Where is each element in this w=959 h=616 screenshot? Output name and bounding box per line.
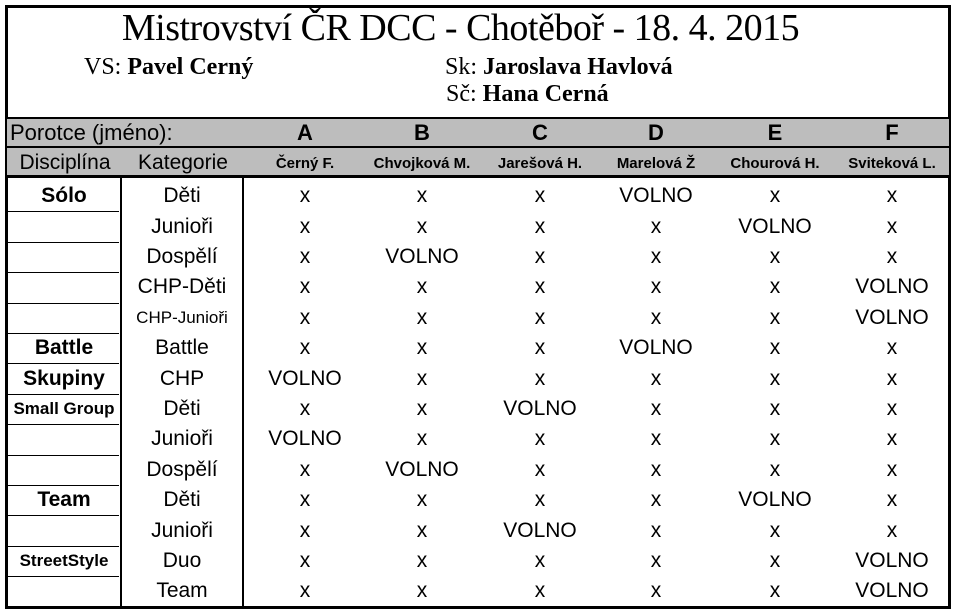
mark-cell: x — [886, 244, 898, 268]
category-cell: Duo — [162, 548, 202, 572]
page-title — [0, 8, 959, 48]
category-header: Kategorie — [138, 151, 228, 174]
mark-cell: x — [299, 336, 311, 360]
mark-cell: x — [416, 336, 428, 360]
mark-cell: x — [886, 336, 898, 360]
mark-cell: x — [416, 366, 428, 390]
category-cell: Team — [156, 579, 208, 603]
mark-cell: VOLNO — [268, 427, 342, 451]
row-divider — [7, 333, 119, 334]
mark-cell: x — [886, 457, 898, 481]
mark-cell: x — [534, 275, 546, 299]
sc-label: Sč: — [446, 81, 477, 107]
mark-cell: VOLNO — [738, 214, 812, 238]
mark-cell: x — [886, 214, 898, 238]
sk-label: Sk: — [445, 54, 478, 80]
discipline-header: Disciplína — [19, 151, 111, 174]
mark-cell: VOLNO — [855, 579, 929, 603]
mark-cell: x — [299, 488, 311, 512]
mark-cell: x — [299, 548, 311, 572]
mark-cell: x — [299, 518, 311, 542]
mark-cell: x — [534, 488, 546, 512]
mark-cell: VOLNO — [503, 396, 577, 420]
category-cell: Dospělí — [146, 457, 218, 481]
mark-cell: x — [534, 336, 546, 360]
mark-cell: x — [769, 548, 781, 572]
category-cell: Battle — [155, 336, 209, 360]
mark-cell: x — [416, 214, 428, 238]
mark-cell: x — [534, 214, 546, 238]
mark-cell: x — [650, 457, 662, 481]
category-cell: Junioři — [151, 427, 213, 451]
discipline-cell — [8, 424, 120, 454]
category-cell: Děti — [163, 396, 201, 420]
mark-cell: x — [299, 275, 311, 299]
mark-cell: x — [769, 366, 781, 390]
mark-cell: x — [769, 305, 781, 329]
mark-cell: x — [886, 396, 898, 420]
mark-cell: x — [886, 518, 898, 542]
mark-cell: x — [886, 427, 898, 451]
mark-cell: x — [769, 244, 781, 268]
mark-cell: x — [769, 579, 781, 603]
mark-cell: x — [416, 305, 428, 329]
mark-cell: x — [416, 548, 428, 572]
mark-cell: VOLNO — [855, 275, 929, 299]
mark-cell: x — [886, 366, 898, 390]
mark-cell: VOLNO — [503, 518, 577, 542]
mark-cell: VOLNO — [855, 305, 929, 329]
discipline-cell — [8, 242, 120, 272]
mark-cell: x — [299, 214, 311, 238]
discipline-cell — [8, 515, 120, 545]
mark-cell: x — [886, 488, 898, 512]
sc-name: Hana Cerná — [482, 81, 609, 107]
jury-label: Porotce (jméno): — [10, 119, 173, 145]
mark-cell: x — [769, 184, 781, 208]
mark-cell: VOLNO — [268, 366, 342, 390]
category-cell: CHP — [159, 366, 205, 390]
mark-cell: x — [416, 396, 428, 420]
row-divider — [7, 576, 119, 577]
judge-name: Marelová Ž — [616, 154, 696, 172]
column-divider — [242, 178, 244, 608]
row-divider — [7, 485, 119, 486]
mark-cell: x — [416, 427, 428, 451]
row-divider — [7, 455, 119, 456]
mark-cell: x — [769, 457, 781, 481]
mark-cell: x — [769, 275, 781, 299]
judge-name: Chourová H. — [730, 154, 820, 172]
category-cell: Děti — [163, 184, 201, 208]
mark-cell: x — [650, 244, 662, 268]
mark-cell: VOLNO — [619, 336, 693, 360]
mark-cell: x — [650, 305, 662, 329]
mark-cell: VOLNO — [855, 548, 929, 572]
row-divider — [7, 515, 119, 516]
mark-cell: x — [299, 396, 311, 420]
judge-name: Černý F. — [275, 154, 335, 172]
vs-line — [84, 54, 253, 80]
mark-cell: VOLNO — [738, 488, 812, 512]
discipline-cell: Team — [37, 488, 91, 512]
mark-cell: x — [416, 184, 428, 208]
mark-cell: x — [650, 214, 662, 238]
mark-cell: x — [534, 427, 546, 451]
discipline-cell — [8, 272, 120, 302]
column-letter: B — [414, 119, 430, 145]
mark-cell: x — [650, 488, 662, 512]
discipline-cell — [8, 576, 120, 606]
discipline-cell — [8, 455, 120, 485]
mark-cell: x — [650, 427, 662, 451]
mark-cell: x — [769, 427, 781, 451]
column-letter: A — [297, 119, 313, 145]
mark-cell: x — [534, 548, 546, 572]
discipline-cell: Battle — [34, 336, 94, 360]
mark-cell: x — [299, 305, 311, 329]
mark-cell: x — [299, 579, 311, 603]
row-divider — [7, 242, 119, 243]
column-letter: F — [885, 119, 899, 145]
category-cell: Dospělí — [146, 244, 218, 268]
mark-cell: x — [769, 518, 781, 542]
mark-cell: x — [299, 184, 311, 208]
mark-cell: x — [650, 579, 662, 603]
mark-cell: x — [534, 244, 546, 268]
mark-cell: x — [650, 548, 662, 572]
mark-cell: x — [416, 518, 428, 542]
discipline-cell — [8, 211, 120, 241]
mark-cell: x — [886, 184, 898, 208]
category-cell: Děti — [163, 488, 201, 512]
mark-cell: VOLNO — [385, 457, 459, 481]
row-divider — [7, 272, 119, 273]
mark-cell: VOLNO — [619, 184, 693, 208]
sk-name: Jaroslava Havlová — [483, 54, 673, 80]
mark-cell: x — [299, 457, 311, 481]
mark-cell: x — [769, 396, 781, 420]
row-divider — [7, 303, 119, 304]
mark-cell: x — [650, 275, 662, 299]
vs-label: VS: — [84, 54, 122, 80]
category-cell: Junioři — [151, 518, 213, 542]
mark-cell: x — [299, 244, 311, 268]
discipline-cell: Small Group — [13, 398, 115, 418]
mark-cell: x — [534, 579, 546, 603]
category-cell: CHP-Junioři — [136, 307, 228, 327]
mark-cell: x — [650, 396, 662, 420]
discipline-cell: Skupiny — [23, 366, 105, 390]
category-cell: Junioři — [151, 214, 213, 238]
mark-cell: x — [534, 305, 546, 329]
mark-cell: VOLNO — [385, 244, 459, 268]
judge-name: Sviteková L. — [848, 154, 936, 172]
column-letter: E — [767, 119, 783, 145]
mark-cell: x — [534, 457, 546, 481]
mark-cell: x — [416, 488, 428, 512]
column-letter: C — [532, 119, 548, 145]
row-divider — [7, 424, 119, 425]
column-letter: D — [648, 119, 664, 145]
row-divider — [7, 363, 119, 364]
page-title-text: Mistrovství ČR DCC - Chotěboř - 18. 4. 2015 — [121, 7, 800, 49]
mark-cell: x — [416, 579, 428, 603]
sk-line — [445, 54, 673, 80]
row-divider — [7, 394, 119, 395]
mark-cell: x — [534, 366, 546, 390]
judge-name: Chvojková M. — [373, 154, 471, 172]
mark-cell: x — [650, 366, 662, 390]
sc-line — [446, 81, 609, 107]
row-divider — [7, 546, 119, 547]
mark-cell: x — [416, 275, 428, 299]
discipline-cell: Sólo — [41, 184, 87, 208]
vs-name: Pavel Cerný — [127, 54, 254, 80]
mark-cell: x — [534, 184, 546, 208]
judge-name: Jarešová H. — [497, 154, 583, 172]
discipline-cell: StreetStyle — [19, 550, 109, 570]
row-divider — [7, 211, 119, 212]
mark-cell: x — [769, 336, 781, 360]
category-cell: CHP-Děti — [137, 275, 227, 299]
discipline-cell — [8, 303, 120, 333]
mark-cell: x — [650, 518, 662, 542]
